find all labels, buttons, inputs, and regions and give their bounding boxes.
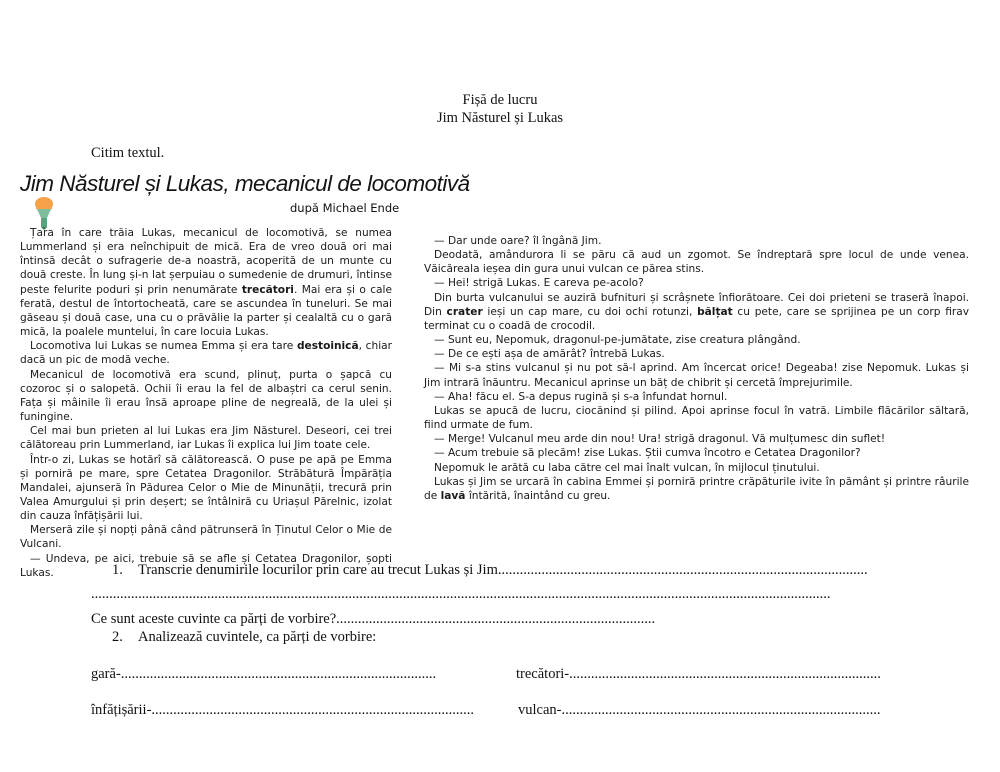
worksheet-subtitle: Jim Năsturel și Lukas (436, 110, 564, 126)
question-1 (112, 562, 868, 579)
right-column-paragraph (424, 333, 969, 347)
story-title: Jim Năsturel și Lukas, mecanicul de locomotivă (20, 171, 470, 196)
question-1-number: 1. (112, 562, 123, 578)
right-column-paragraph (424, 461, 969, 475)
text-run: Din burta vulcanului se auziră bufnituri și scrâșnete înfiorătoare. Cei doi prieteni se traseră înapoi. Din (424, 291, 969, 318)
text-run: Nepomuk le arătă cu laba către cel mai înalt vulcan, în mijlocul ținutului. (434, 461, 820, 474)
right-column-paragraph (424, 361, 969, 389)
text-run: — Aha! făcu el. S-a depus rugină și s-a înfundat hornul. (434, 390, 728, 403)
right-column-paragraph (424, 475, 969, 503)
right-column-paragraph (424, 404, 969, 432)
left-column-paragraph (20, 339, 392, 367)
text-run: Merseră zile și nopți până când pătrunseră în Ținutul Celor o Mie de Vulcani. (20, 524, 392, 551)
text-run: Locomotiva lui Lukas se numea Emma și era tare (30, 340, 297, 353)
question-1-followup: Ce sunt aceste cuvinte ca părți de vorbire?........................................................................................ (91, 611, 656, 627)
intro-instruction: Citim textul. (91, 145, 165, 161)
pencil-bulb-icon (33, 196, 55, 230)
text-run: Lukas se apucă de lucru, ciocănind și pilind. Apoi aprinse focul în vatră. Limbile flăcărilor săltară, fiind urmate de fum. (424, 404, 969, 432)
text-run: — Mi s-a stins vulcanul și nu pot să-l aprind. Am încercat orice! Degeaba! zise Nepomuk. Lukas și Jim intrară înăuntru. Mecanicul aprinse un băț de chibrit și cercetă împrejurimile. (424, 362, 969, 389)
text-run: Într-o zi, Lukas se hotărî să călătorească. O puse pe apă pe Emma și porniră pe mare, spre Cetatea Dragonilor. Străbătură Împărăția Mandalei, ajunseră în Pădurea Celor o Mie de Minunății, trecură prin Valea Amurgului și prin deșert; se întâlniră cu Uriașul Părelnic, izolat din cauza înfățișării lui. (20, 453, 392, 523)
text-run: — Merge! Vulcanul meu arde din nou! Ura! strigă dragonul. Vă mulțumesc din suflet! (434, 433, 886, 446)
text-run: , chiar dacă un pic de modă veche. (20, 340, 392, 367)
right-column-paragraph (424, 432, 969, 446)
right-column-paragraph (424, 446, 969, 460)
question-2-number: 2. (112, 629, 123, 645)
story-right-column (424, 234, 969, 503)
bold-keyword: bălțat (697, 305, 733, 318)
word-infatisarii-answer: înfățișării-......................................................................................... (91, 702, 475, 718)
text-run: Lukas și Jim se urcară în cabina Emmei și porniră printre crăpăturile ivite în pământ și printre râurile de (424, 475, 969, 502)
word-vulcan-answer: vulcan-........................................................................................ (518, 702, 881, 718)
text-run: cu pete, care se sprijinea pe un corp firav terminat cu o coadă de crocodil. (424, 305, 969, 332)
left-column-paragraph (20, 368, 392, 425)
story-author: după Michael Ende (290, 201, 400, 215)
story-left-column (20, 226, 392, 580)
text-run: — Undeva, pe aici, trebuie să se afle și Cetatea Dragonilor, șopti Lukas. (20, 552, 392, 579)
left-column-paragraph (20, 523, 392, 551)
question-2-text: Analizează cuvintele, ca părți de vorbire: (138, 629, 377, 645)
question-2 (112, 629, 376, 646)
text-run: Mecanicul de locomotivă era scund, plinuț, purta o șapcă cu cozoroc și o salopetă. Ochii îi erau la fel de albaștri ca cerul senin. Fața și mâinile îi erau însă aproape pline de negreală, de la ulei și funingine. (20, 368, 392, 424)
text-run: — Hei! strigă Lukas. E careva pe-acolo? (434, 277, 644, 290)
bold-keyword: trecători (241, 283, 294, 296)
right-column-paragraph (424, 248, 969, 276)
right-column-paragraph (424, 276, 969, 290)
left-column-paragraph (20, 453, 392, 524)
word-gara-answer: gară-....................................................................................... (91, 666, 437, 682)
word-trecatori-answer: trecători-...................................................................................... (516, 666, 881, 682)
text-run: — De ce ești așa de amărât? întrebă Lukas. (434, 348, 665, 361)
left-column-paragraph (20, 226, 392, 339)
text-run: întărită, înaintând cu greu. (465, 489, 611, 502)
right-column-paragraph (424, 291, 969, 333)
text-run: . Mai era și o cale ferată, destul de întortocheată, care se ascundea în tuneluri. Se mai găseau și două case, una cu o prăvălie la parter și cealaltă cu o gară mică, la poalele muntelui, în care locuia Lukas. (20, 283, 392, 339)
right-column-paragraph (424, 347, 969, 361)
text-run: — Acum trebuie să plecăm! zise Lukas. Știi cumva încotro e Cetatea Dragonilor? (434, 447, 861, 460)
text-run: — Sunt eu, Nepomuk, dragonul-pe-jumătate, zise creatura plângând. (434, 334, 801, 347)
worksheet-title: Fișă de lucru (462, 92, 538, 108)
bold-keyword: lavă (440, 489, 466, 502)
right-column-paragraph (424, 390, 969, 404)
bold-keyword: destoinică (296, 340, 359, 353)
question-1-answer-line: ............................................................................................................................................................................................................ (91, 586, 831, 602)
text-run: Deodată, amândurora li se păru că aud un zgomot. Se îndreptară spre locul de unde venea. Văicăreala ieșea din gura unui vulcan ce părea stins. (424, 249, 969, 276)
left-column-paragraph (20, 424, 392, 452)
right-column-paragraph (424, 234, 969, 248)
text-run: ieși un cap mare, cu doi ochi rotunzi, (482, 305, 698, 318)
bold-keyword: crater (446, 305, 483, 318)
question-1-text: Transcrie denumirile locurilor prin care au trecut Lukas și Jim...................................................................................................... (138, 562, 868, 578)
text-run: — Dar unde oare? îl îngână Jim. (434, 235, 602, 247)
text-run: Țara în care trăia Lukas, mecanicul de locomotivă, se numea Lummerland și era neînchipuit de mică. Era de vreo două ori mai întinsă decât o sufragerie de-a noastră, acoperită de un munte cu două creste. În lung și-n lat șerpuiau o sumedenie de drumuri, întinse peste felurite poduri și prin nenumărate (20, 227, 392, 296)
text-run: Cel mai bun prieten al lui Lukas era Jim Năsturel. Deseori, cei trei călătoreau prin Lummerland, iar Lukas îi explica lui Jim toate cele. (20, 425, 392, 452)
